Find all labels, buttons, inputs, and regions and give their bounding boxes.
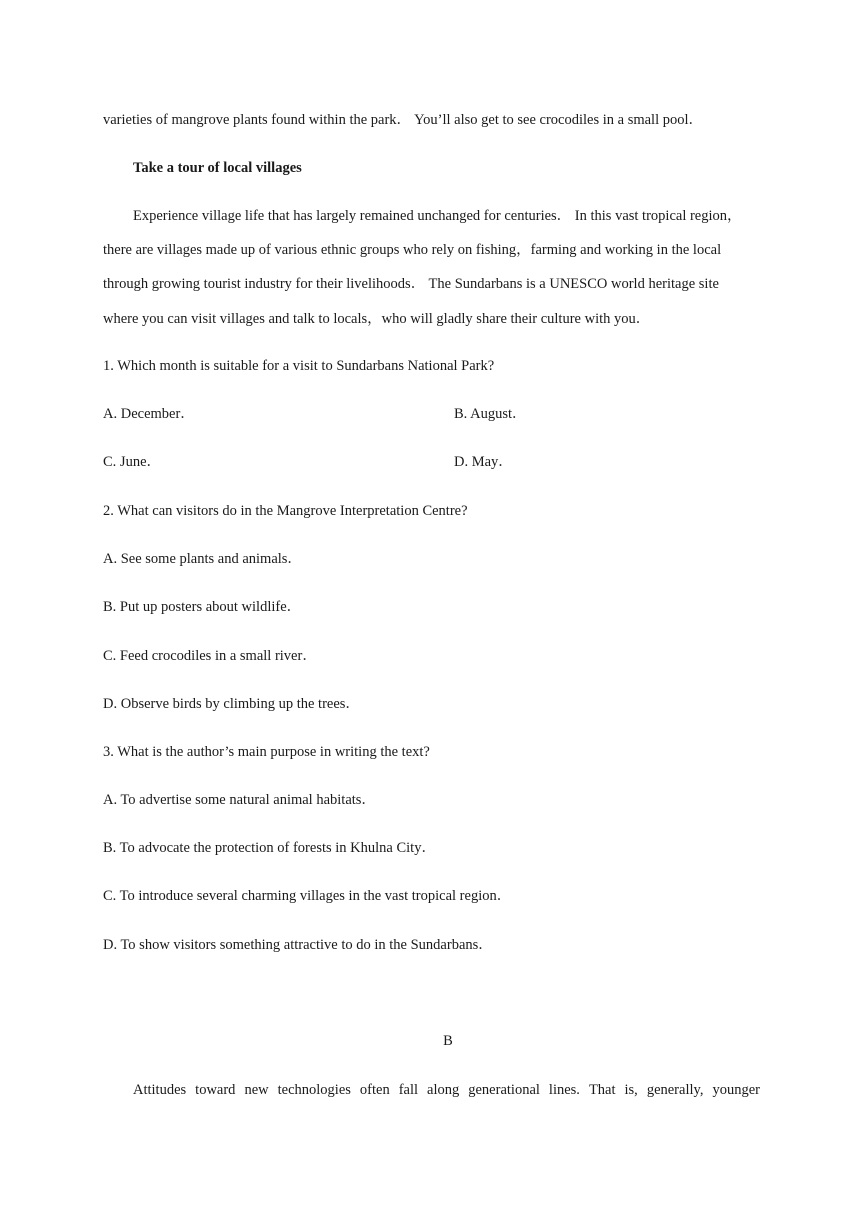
answer-option: D. Observe birds by climbing up the trees． xyxy=(103,696,360,712)
answer-option: A. See some plants and animals． xyxy=(103,551,302,567)
passage-text-line: where you can visit villages and talk to locals，who will gladly share their culture with you． xyxy=(103,311,651,327)
passage-text-line: through growing tourist industry for their livelihoods． The Sundarbans is a UNESCO world heritage site xyxy=(103,276,719,292)
answer-option: C. Feed crocodiles in a small river． xyxy=(103,648,317,664)
word: new xyxy=(244,1082,269,1098)
passage-text-line: there are villages made up of various ethnic groups who rely on fishing，farming and working in the local xyxy=(103,242,722,258)
answer-option: B. Put up posters about wildlife． xyxy=(103,599,302,615)
answer-option: B. To advocate the protection of forests in Khulna City． xyxy=(103,840,436,856)
answer-option: C. June． xyxy=(103,454,161,470)
word: fall xyxy=(398,1082,419,1098)
word: lines. xyxy=(548,1082,580,1098)
passage-text-line: varieties of mangrove plants found within the park． You’ll also get to see crocodiles in a small pool． xyxy=(103,112,704,128)
word: toward xyxy=(195,1082,236,1098)
answer-option: B. August． xyxy=(454,406,527,422)
word: is, xyxy=(624,1082,638,1098)
question-stem: 1. Which month is suitable for a visit to Sundarbans National Park? xyxy=(103,358,495,374)
passage-label: B xyxy=(443,1033,453,1049)
answer-option: D. To show visitors something attractive to do in the Sundarbans． xyxy=(103,937,493,953)
word: technologies xyxy=(277,1082,351,1098)
word: generational xyxy=(468,1082,540,1098)
word: generally, xyxy=(646,1082,704,1098)
question-stem: 2. What can visitors do in the Mangrove Interpretation Centre? xyxy=(103,503,468,519)
section-heading: Take a tour of local villages xyxy=(133,160,302,176)
answer-option: A. To advertise some natural animal habitats． xyxy=(103,792,376,808)
word: younger xyxy=(712,1082,760,1098)
word: often xyxy=(359,1082,390,1098)
word: Attitudes xyxy=(133,1082,187,1098)
passage-text-line: Experience village life that has largely remained unchanged for centuries． In this vast tropical region， xyxy=(133,208,742,224)
question-stem: 3. What is the author’s main purpose in writing the text? xyxy=(103,744,430,760)
word: That xyxy=(588,1082,616,1098)
answer-option: D. May． xyxy=(454,454,513,470)
word: along xyxy=(427,1082,460,1098)
answer-option: C. To introduce several charming villages in the vast tropical region． xyxy=(103,888,512,904)
passage-text-line xyxy=(133,1080,760,1100)
answer-option: A. December． xyxy=(103,406,195,422)
